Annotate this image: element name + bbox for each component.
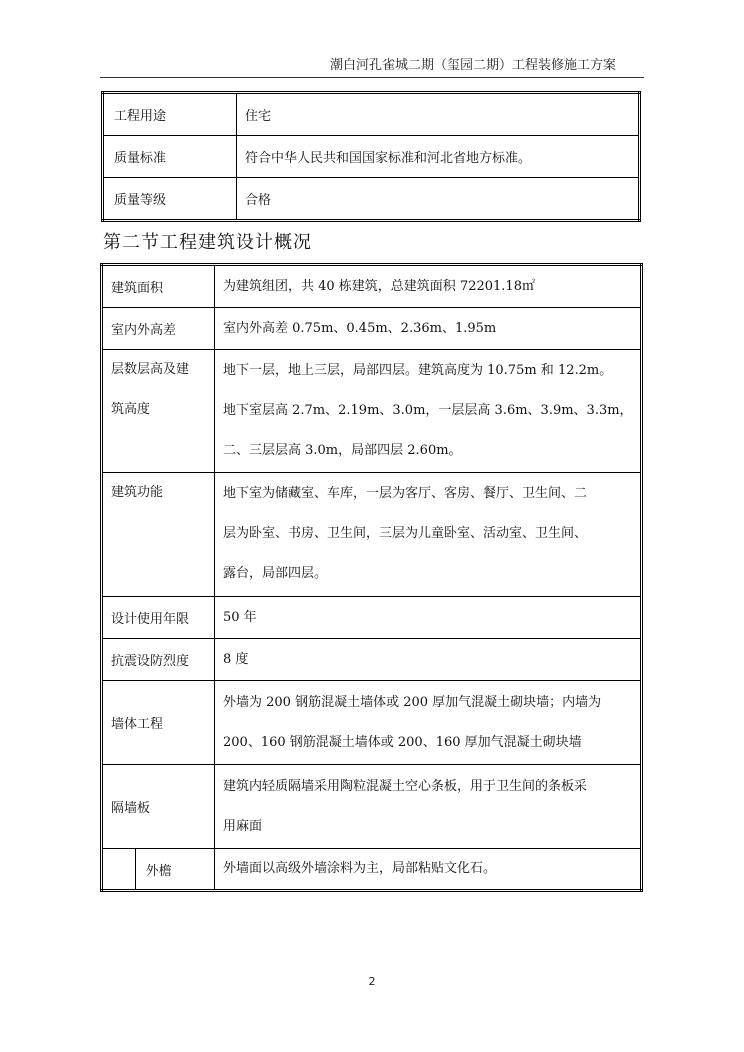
floors-label-line: 层数层高及建	[111, 362, 190, 377]
function-value-line: 层为卧室、书房、卫生间，三层为儿童卧室、活动室、卫生间、	[223, 526, 588, 541]
wall-value	[215, 681, 642, 765]
table-row	[102, 639, 642, 681]
partition-value	[215, 765, 642, 849]
building-area-label: 建筑面积	[102, 265, 215, 308]
seismic-value: 8 度	[215, 639, 642, 681]
table-row	[102, 849, 642, 891]
quality-grade-label: 质量等级	[103, 178, 237, 221]
building-area-value: 为建筑组团，共 40 栋建筑，总建筑面积 72201.18㎡	[215, 265, 642, 308]
table-row	[102, 265, 642, 308]
height-diff-value: 室内外高差 0.75m、0.45m、2.36m、1.95m	[215, 308, 642, 350]
table-row	[102, 350, 642, 473]
table-row	[103, 136, 640, 178]
height-diff-label: 室内外高差	[102, 308, 215, 350]
floors-value-line: 地下一层，地上三层，局部四层。建筑高度为 10.75m 和 12.2m。	[223, 363, 613, 378]
project-use-value: 住宅	[237, 93, 640, 136]
exterior-label: 外檐	[135, 849, 214, 891]
table-row	[102, 308, 642, 350]
table-row	[102, 765, 642, 849]
header-rule	[100, 77, 644, 78]
service-life-label: 设计使用年限	[102, 597, 215, 639]
project-info-table	[101, 91, 641, 222]
partition-label: 隔墙板	[102, 765, 215, 849]
floors-label-line: 筑高度	[111, 402, 151, 417]
floors-value-line: 地下室层高 2.7m、2.19m、3.0m，一层层高 3.6m、3.9m、3.3m，	[223, 403, 633, 418]
wall-label: 墙体工程	[102, 681, 215, 765]
exterior-value: 外墙面以高级外墙涂料为主，局部粘贴文化石。	[215, 849, 642, 891]
project-use-label: 工程用途	[103, 93, 237, 136]
quality-grade-value: 合格	[237, 178, 640, 221]
table-row	[102, 473, 642, 597]
blank-cell	[102, 849, 136, 891]
floors-value-line: 二、三层层高 3.0m，局部四层 2.60m。	[223, 443, 462, 458]
partition-value-line: 用麻面	[223, 818, 263, 834]
table-row	[102, 681, 642, 765]
floors-label	[102, 350, 215, 473]
design-overview-table	[100, 263, 643, 892]
page-header: 潮白河孔雀城二期（玺园二期）工程装修施工方案	[329, 58, 616, 73]
function-value-line: 露台，局部四层。	[223, 566, 328, 581]
seismic-label: 抗震设防烈度	[102, 639, 215, 681]
quality-standard-label: 质量标准	[103, 136, 237, 178]
service-life-value: 50 年	[215, 597, 642, 639]
function-label: 建筑功能	[102, 473, 215, 597]
function-value-line: 地下室为储藏室、车库，一层为客厅、客房、餐厅、卫生间、二	[223, 486, 588, 501]
section-title: 第二节工程建筑设计概况	[103, 232, 312, 253]
table-row	[102, 597, 642, 639]
wall-value-line: 外墙为 200 钢筋混凝土墙体或 200 厚加气混凝土砌块墙；内墙为	[223, 694, 602, 710]
table-row	[103, 93, 640, 136]
quality-standard-value: 符合中华人民共和国国家标准和河北省地方标准。	[237, 136, 640, 178]
partition-value-line: 建筑内轻质隔墙采用陶粒混凝土空心条板，用于卫生间的条板采	[223, 778, 588, 794]
table-row	[103, 178, 640, 221]
page-number: 2	[368, 975, 376, 988]
wall-value-line: 200、160 钢筋混凝土墙体或 200、160 厚加气混凝土砌块墙	[223, 734, 582, 750]
floors-value	[215, 350, 642, 473]
function-value	[215, 473, 642, 597]
